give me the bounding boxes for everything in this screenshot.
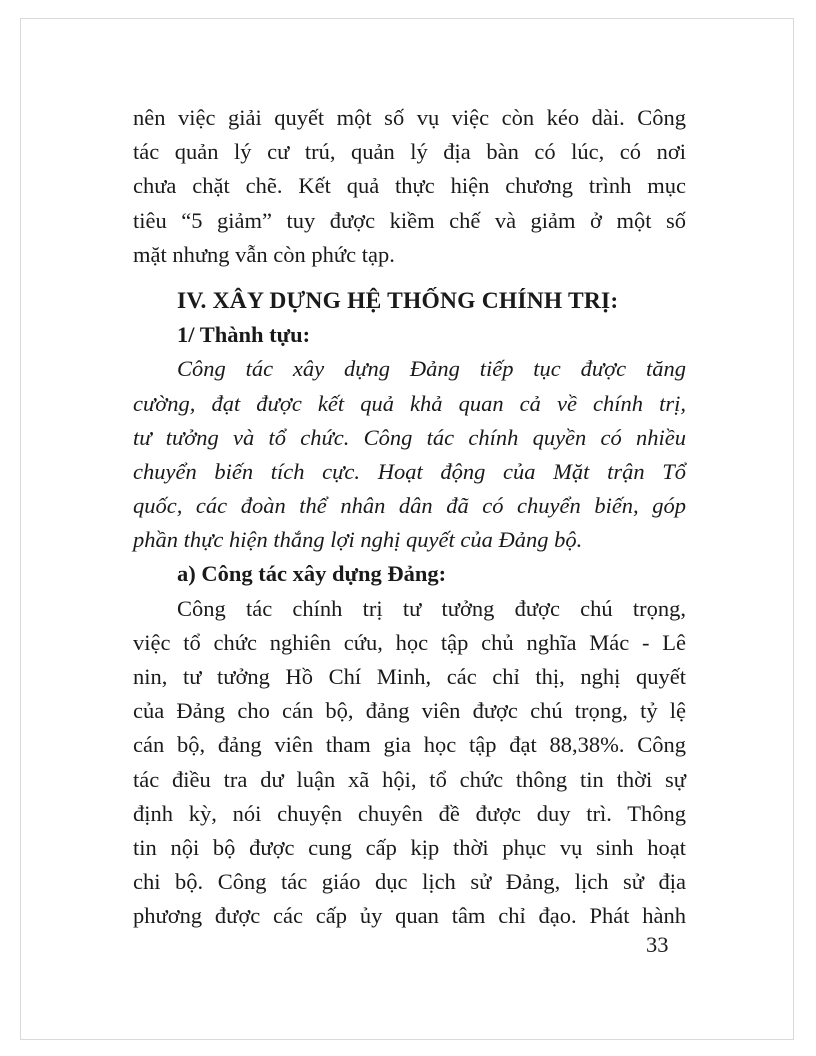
text-line: chưa chặt chẽ. Kết quả thực hiện chương trình mục [133, 173, 686, 199]
text-line: việc tổ chức nghiên cứu, học tập chủ nghĩa Mác - Lê [133, 629, 686, 655]
italic-summary-paragraph [133, 352, 686, 557]
document-page [133, 101, 686, 934]
text-line: chi bộ. Công tác giáo dục lịch sử Đảng, lịch sử địa [133, 869, 686, 895]
text-line: Công tác xây dựng Đảng tiếp tục được tăng [177, 356, 686, 382]
text-line: tác điều tra dư luận xã hội, tổ chức thông tin thời sự [133, 766, 686, 792]
body-paragraph [133, 592, 686, 934]
text-line: chuyển biến tích cực. Hoạt động của Mặt trận Tổ [133, 458, 686, 484]
text-line: của Đảng cho cán bộ, đảng viên được chú trọng, tỷ lệ [133, 698, 686, 724]
text-line: mặt nhưng vẫn còn phức tạp. [133, 241, 395, 267]
text-line: tư tưởng và tổ chức. Công tác chính quyền có nhiều [133, 424, 686, 450]
text-line: phần thực hiện thắng lợi nghị quyết của Đảng bộ. [133, 527, 583, 553]
spacer [133, 272, 686, 284]
text-line: tiêu “5 giảm” tuy được kiềm chế và giảm ở một số [133, 207, 686, 233]
text-line: nên việc giải quyết một số vụ việc còn kéo dài. Công [133, 105, 686, 130]
text-line: định kỳ, nói chuyện chuyên đề được duy trì. Thông [133, 800, 686, 826]
subsection-heading: 1/ Thành tựu: [177, 322, 311, 348]
page-number: 33 [646, 932, 669, 957]
text-line: tin nội bộ được cung cấp kịp thời phục vụ sinh hoạt [133, 834, 686, 860]
text-line: tác quản lý cư trú, quản lý địa bàn có lúc, có nơi [133, 139, 686, 165]
text-line: nin, tư tưởng Hồ Chí Minh, các chỉ thị, nghị quyết [133, 664, 686, 689]
text-line: quốc, các đoàn thể nhân dân đã có chuyển biến, góp [133, 493, 686, 519]
section-heading: IV. XÂY DỰNG HỆ THỐNG CHÍNH TRỊ: [177, 287, 619, 314]
text-line: cường, đạt được kết quả khả quan cả về chính trị, [133, 390, 686, 416]
sub-heading-a: a) Công tác xây dựng Đảng: [177, 561, 447, 587]
text-line: phương được các cấp ủy quan tâm chỉ đạo. Phát hành [133, 903, 686, 929]
text-line: cán bộ, đảng viên tham gia học tập đạt 88,38%. Công [133, 732, 686, 758]
paragraph-continued [133, 101, 686, 272]
text-line: Công tác chính trị tư tưởng được chú trọng, [177, 595, 686, 621]
